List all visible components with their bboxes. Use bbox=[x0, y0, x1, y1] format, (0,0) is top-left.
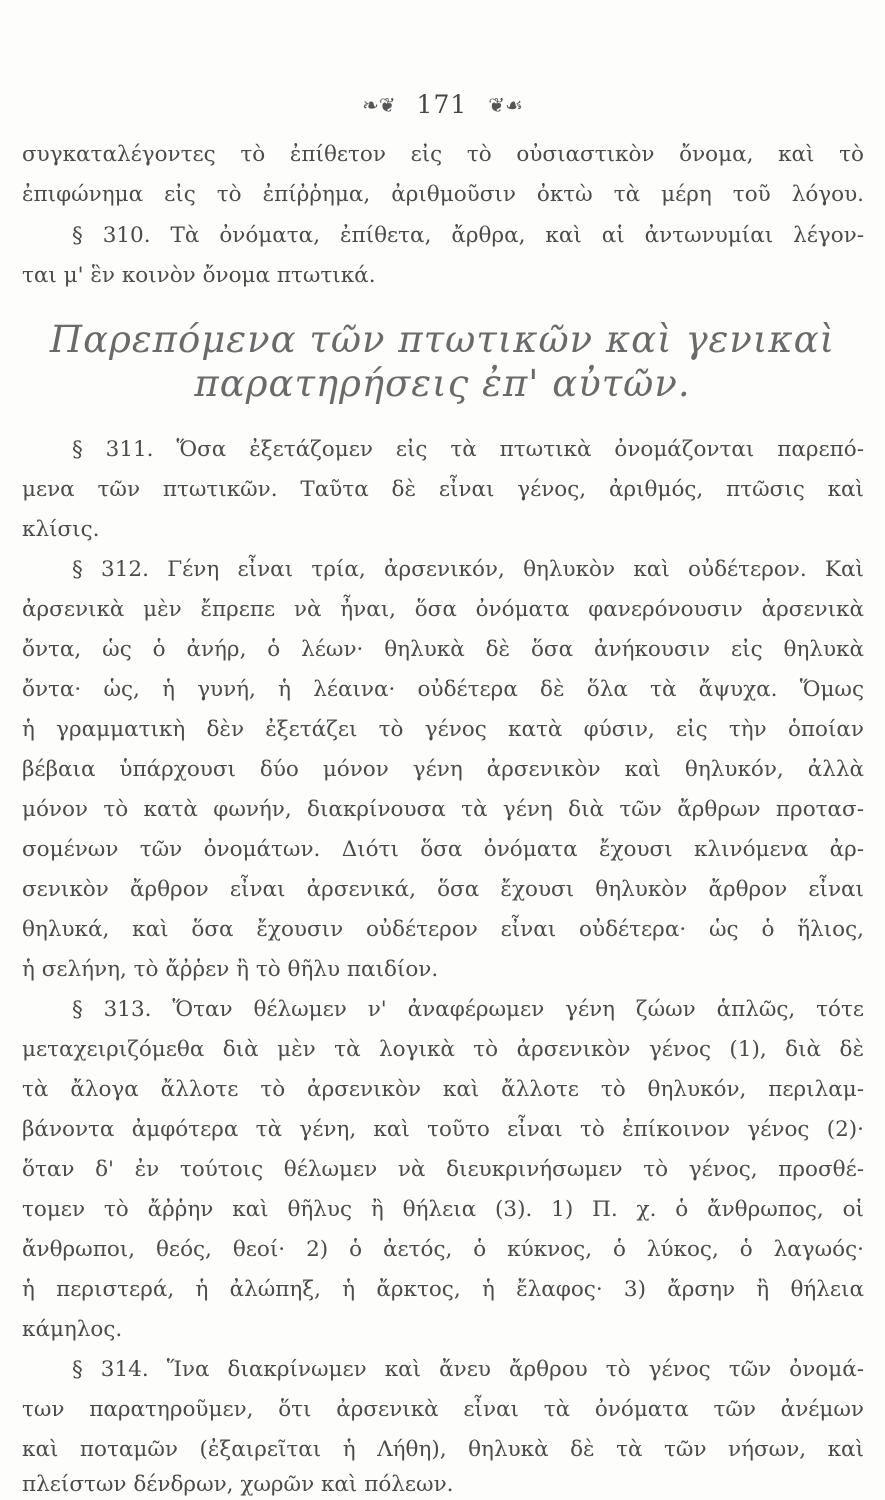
text-line: ὅταν δ' ἐν τούτοις θέλωμεν νὰ διευκρινήσωμεν τὸ γένος, προσθέ- bbox=[22, 1157, 864, 1182]
text-line: ἡ σελήνη, τὸ ἄῤῥεν ἢ τὸ θῆλυ παιδίον. bbox=[22, 957, 439, 982]
page-number: 171 bbox=[416, 90, 468, 119]
section-310-line: § 310. Τὰ ὀνόματα, ἐπίθετα, ἄρθρα, καὶ αἱ ἀντωνυμίαι λέγον- bbox=[72, 223, 864, 248]
text-line: μενα τῶν πτωτικῶν. Ταῦτα δὲ εἶναι γένος, ἀριθμός, πτῶσις καὶ bbox=[22, 477, 864, 502]
text-line: μεταχειριζόμεθα διὰ μὲν τὰ λογικὰ τὸ ἀρσενικὸν γένος (1), διὰ δὲ bbox=[22, 1037, 864, 1062]
text-line: καὶ ποταμῶν (ἐξαιρεῖται ἡ Λήθη), θηλυκὰ δὲ τὰ τῶν νήσων, καὶ bbox=[22, 1437, 864, 1462]
text-line: κλίσις. bbox=[22, 517, 100, 542]
text-line: ὄντα, ὡς ὁ ἀνήρ, ὁ λέων· θηλυκὰ δὲ ὅσα ἀνήκουσιν εἰς θηλυκὰ bbox=[22, 637, 864, 662]
text-line: τομεν τὸ ἄῤῥην καὶ θῆλυς ἢ θήλεια (3). 1) Π. χ. ὁ ἄνθρωπος, οἱ bbox=[22, 1197, 864, 1222]
section-311-line: § 311. Ὅσα ἐξετάζομεν εἰς τὰ πτωτικὰ ὀνομάζονται παρεπό- bbox=[72, 437, 864, 462]
page-header bbox=[0, 88, 885, 119]
text-line: ἀρσενικὰ μὲν ἔπρεπε νὰ ἦναι, ὅσα ὀνόματα φανερόνουσιν ἀρσενικὰ bbox=[22, 597, 864, 622]
text-line: βάνοντα ἀμφότερα τὰ γένη, καὶ τοῦτο εἶναι τὸ ἐπίκοινον γένος (2)· bbox=[22, 1117, 864, 1142]
section-heading-line1: Παρεπόμενα τῶν πτωτικῶν καὶ γενικαὶ bbox=[49, 318, 836, 361]
text-line: συγκαταλέγοντες τὸ ἐπίθετον εἰς τὸ οὐσιαστικὸν ὄνομα, καὶ τὸ bbox=[22, 142, 864, 167]
text-line: σομένων τῶν ὀνομάτων. Διότι ὅσα ὀνόματα ἔχουσι κλινόμενα ἀρ- bbox=[22, 837, 864, 862]
text-line: ἄνθρωποι, θεός, θεοί· 2) ὁ ἀετός, ὁ κύκνος, ὁ λύκος, ὁ λαγωός· bbox=[22, 1237, 864, 1262]
text-line: τὰ ἄλογα ἄλλοτε τὸ ἀρσενικὸν καὶ ἄλλοτε τὸ θηλυκόν, περιλαμ- bbox=[22, 1077, 864, 1102]
text-line: ὄντα· ὡς, ἡ γυνή, ἡ λέαινα· οὐδέτερα δὲ ὅλα τὰ ἄψυχα. Ὅμως bbox=[22, 677, 864, 702]
section-heading-line2: παρατηρήσεις ἐπ' αὐτῶν. bbox=[194, 362, 691, 405]
text-line: ἐπιφώνημα εἰς τὸ ἐπίῤῥημα, ἀριθμοῦσιν ὀκτὼ τὰ μέρη τοῦ λόγου. bbox=[22, 182, 864, 207]
section-314-line: § 314. Ἵνα διακρίνωμεν καὶ ἄνευ ἄρθρου τὸ γένος τῶν ὀνομά- bbox=[72, 1357, 864, 1382]
section-312-line: § 312. Γένη εἶναι τρία, ἀρσενικόν, θηλυκὸν καὶ οὐδέτερον. Καὶ bbox=[72, 557, 864, 582]
text-line: σενικὸν ἄρθρον εἶναι ἀρσενικά, ὅσα ἔχουσι θηλυκὸν ἄρθρον εἶναι bbox=[22, 877, 864, 902]
text-line: ται μ' ἓν κοινὸν ὄνομα πτωτικά. bbox=[22, 263, 376, 288]
text-line: θηλυκά, καὶ ὅσα ἔχουσιν οὐδέτερον εἶναι οὐδέτερα· ὡς ὁ ἥλιος, bbox=[22, 917, 864, 942]
text-line: ἡ γραμματικὴ δὲν ἐξετάζει τὸ γένος κατὰ φύσιν, εἰς τὴν ὁποίαν bbox=[22, 717, 864, 742]
text-line: βέβαια ὑπάρχουσι δύο μόνον γένη ἀρσενικὸν καὶ θηλυκόν, ἀλλὰ bbox=[22, 757, 864, 782]
text-line: των παρατηροῦμεν, ὅτι ἀρσενικὰ εἶναι τὰ ὀνόματα τῶν ἀνέμων bbox=[22, 1397, 864, 1422]
ornament-right: ❦☙ bbox=[488, 92, 523, 117]
section-313-line: § 313. Ὅταν θέλωμεν ν' ἀναφέρωμεν γένη ζώων ἁπλῶς, τότε bbox=[72, 997, 864, 1022]
text-line: κάμηλος. bbox=[22, 1317, 123, 1342]
ornament-left: ❧❦ bbox=[362, 92, 396, 117]
text-line: ἡ περιστερά, ἡ ἀλώπηξ, ἡ ἄρκτος, ἡ ἔλαφος· 3) ἄρσην ἢ θήλεια bbox=[22, 1277, 864, 1302]
text-line: μόνον τὸ κατὰ φωνήν, διακρίνουσα τὰ γένη διὰ τῶν ἄρθρων προτασ- bbox=[22, 797, 864, 822]
text-line: πλείστων δένδρων, χωρῶν καὶ πόλεων. bbox=[22, 1472, 454, 1497]
